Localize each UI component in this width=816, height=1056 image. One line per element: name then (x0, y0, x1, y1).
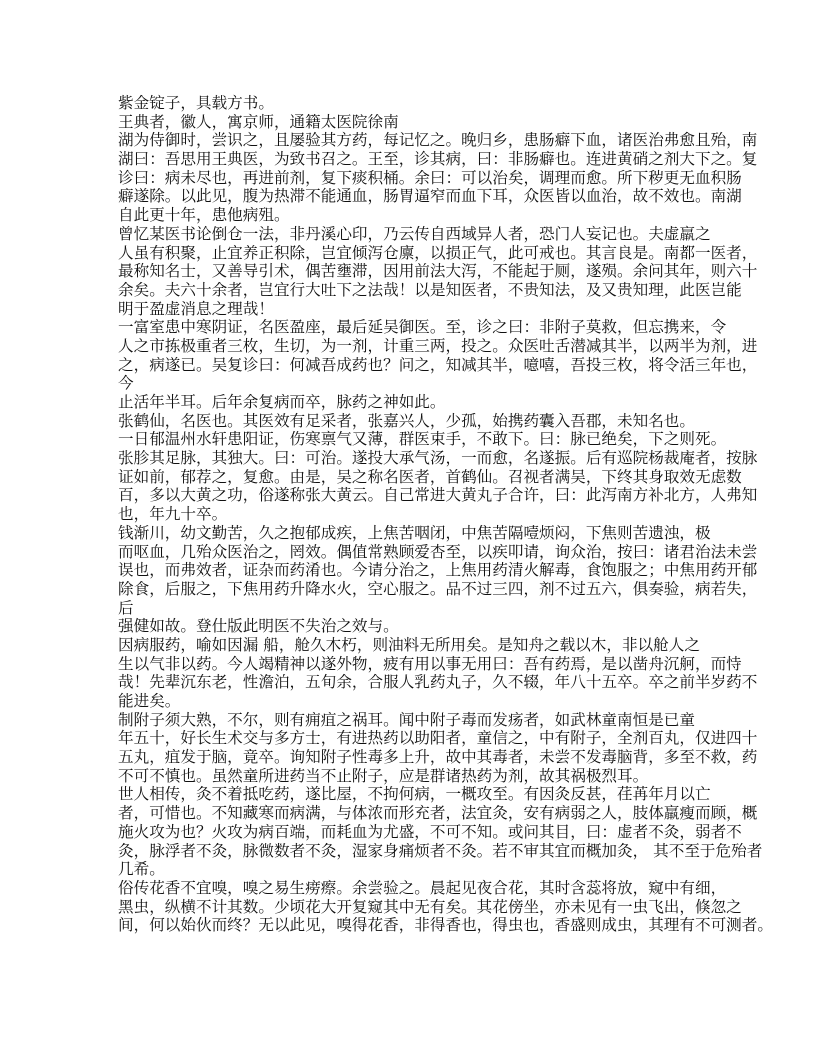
text-line: 自此更十年，患他病殂。 (118, 206, 290, 225)
text-line: 最称知名士，又善导引术，偶苦壅滞，因用前法大泻，不能起于厕，遂殒。余问其年，则六十 (118, 262, 758, 281)
text-line: 钱渐川，幼文勤苦，久之抱郁成疾，上焦苦咽闭，中焦苦隔噎烦闷，下焦则苦遗浊，极 (118, 523, 711, 542)
text-line: 年五十，好长生术交与多方士，有进热药以助阳者，童信之，中有附子，全剂百丸，仅进四十 (118, 729, 758, 748)
text-line: 湖为侍御时，尝识之，且屡验其方药，每记忆之。晚归乡，患肠癖下血，诸医治弗愈且殆，南 (118, 131, 758, 150)
text-line: 之，病遂已。吴复诊曰：何减吾成药也？问之，知减其半，噫嘻，吾投三枚，将令活三年也， (118, 355, 758, 374)
text-line: 五丸，疽发于脑，竟卒。询知附子性毒多上升，故中其毒者，未尝不发毒脑背，多至不救，药 (118, 748, 758, 767)
text-line: 者，可惜也。不知藏寒而病满，与体浓而形充者，法宜灸，安有病弱之人，肢体羸瘦而顾，概 (118, 804, 758, 823)
text-line: 湖曰：吾思用王典医，为致书召之。王至，诊其病，曰：非肠癖也。连进黄硝之剂大下之。复 (118, 150, 758, 169)
text-line: 王典者，徽人，寓京师，通籍太医院徐南 (118, 112, 399, 131)
text-line: 除食，后服之，下焦用药升降水火，空心服之。品不过三四，剂不过五六，俱奏验，病若失， (118, 579, 758, 598)
text-line: 曾忆某医书论倒仓一法，非丹溪心印，乃云传自西域异人者，恐门人妄记也。夫虚羸之 (118, 224, 711, 243)
text-line: 施火攻为也？火攻为病百端，而耗血为尤盛，不可不知。或问其目，曰：虚者不灸，弱者不 (118, 822, 742, 841)
text-line: 误也，而弗效者，证杂而药淆也。今请分治之，上焦用药清火解毒，食饱服之；中焦用药开郁 (118, 561, 758, 580)
text-line: 几希。 (118, 860, 165, 879)
text-line: 人虽有积聚，止宜养正积除，岂宜倾泻仓廪，以损正气，此可戒也。其言良是。南都一医者， (118, 243, 758, 262)
text-line: 后 (118, 598, 134, 617)
text-line: 黑虫，纵横不计其数。少顷花大开复窥其中无有矣。其花傍坐，亦未见有一虫飞出，倏忽之 (118, 897, 742, 916)
text-line: 不可不慎也。虽然童所进药当不止附子，应是群诸热药为剂，故其祸极烈耳。 (118, 766, 649, 785)
text-line: 而呕血，几殆众医治之，罔效。偶值常熟顾爱杏至，以疾叩请，询众治，按曰：诸君治法未尝 (118, 542, 758, 561)
text-line: 生以气非以药。今人竭精神以遂外物，疲有用以事无用曰：吾有药焉，是以凿舟沉舸，而恃 (118, 654, 742, 673)
text-line: 俗传花香不宜嗅，嗅之易生痨瘵。余尝验之。晨起见夜合花，其时含蕊将放，窥中有细， (118, 878, 727, 897)
text-line: 哉！先辈沉东老，性澹泊，五旬余，合服人乳药丸子，久不辍，年八十五卒。卒之前半岁药不 (118, 673, 758, 692)
text-line: 证如前，郁荐之，复愈。由是，吴之称名医者，首鹤仙。召视者满吴，下终其身取效无虑数 (118, 467, 742, 486)
text-line: 余矣。夫六十余者，岂宜行大吐下之法哉！以是知医者，不贵知法，及又贵知理，此医岂能 (118, 280, 742, 299)
text-line: 间，何以始伙而终？无以此见，嗅得花香，非得香也，得虫也，香盛则成虫，其理有不可测者。 (118, 916, 773, 935)
text-line: 因病服药，喻如因漏 船，舱久木朽，则油料无所用矣。是知舟之载以木，非以舱人之 (118, 635, 700, 654)
text-line: 今 (118, 374, 134, 393)
text-line: 世人相传，灸不着抵吃药，遂比屋，不拘何病，一概攻至。有因灸反甚，荏苒年月以亡 (118, 785, 711, 804)
text-line: 强健如故。登仕版此明医不失治之效与。 (118, 617, 399, 636)
text-line: 一富室患中寒阴证，名医盈座，最后延吴御医。至，诊之曰：非附子莫救，但忘携来，令 (118, 318, 727, 337)
text-line: 明于盈虚消息之理哉！ (118, 299, 274, 318)
text-line: 张鹤仙，名医也。其医效有足采者，张嘉兴人，少孤，始携药囊入吾郡，未知名也。 (118, 411, 695, 430)
document-page (118, 94, 773, 935)
text-line: 癖遂除。以此见，腹为热滞不能通血，肠胃逼窄而血下耳，众医皆以血治，故不效也。南湖 (118, 187, 742, 206)
text-line: 一日郁温州水轩患阳证，伤寒禀气又薄，群医束手，不敢下。曰：脉已绝矣，下之则死。 (118, 430, 727, 449)
text-line: 紫金锭子，具载方书。 (118, 94, 274, 112)
text-line: 制附子须大熟，不尔，则有痈疽之祸耳。闻中附子毒而发疡者，如武林童南恒是已童 (118, 710, 695, 729)
text-line: 也，年九十卒。 (118, 505, 228, 524)
text-line: 灸，脉浮者不灸，脉微数者不灸，湿家身痛烦者不灸。若不审其宜而概加灸， 其不至于危殆者 (118, 841, 763, 860)
text-line: 止活年半耳。后年余复病而卒，脉药之神如此。 (118, 393, 446, 411)
text-line: 能进矣。 (118, 692, 181, 710)
text-line: 诊曰：病未尽也，再进前剂，复下痰积桶。余曰：可以治矣，调理而愈。所下秽更无血积肠 (118, 168, 742, 187)
text-line: 张胗其足脉，其独大。曰：可治。遂投大承气汤，一而愈，名遂振。后有巡院杨裁庵者，按脉 (118, 449, 758, 468)
text-line: 人之市拣极重者三枚，生切，为一剂，计重三两，投之。众医吐舌潜减其半，以两半为剂，进 (118, 336, 758, 355)
text-line: 百，多以大黄之功，俗遂称张大黄云。自己常进大黄丸子合许，曰：此泻南方补北方，人弗知 (118, 486, 758, 505)
